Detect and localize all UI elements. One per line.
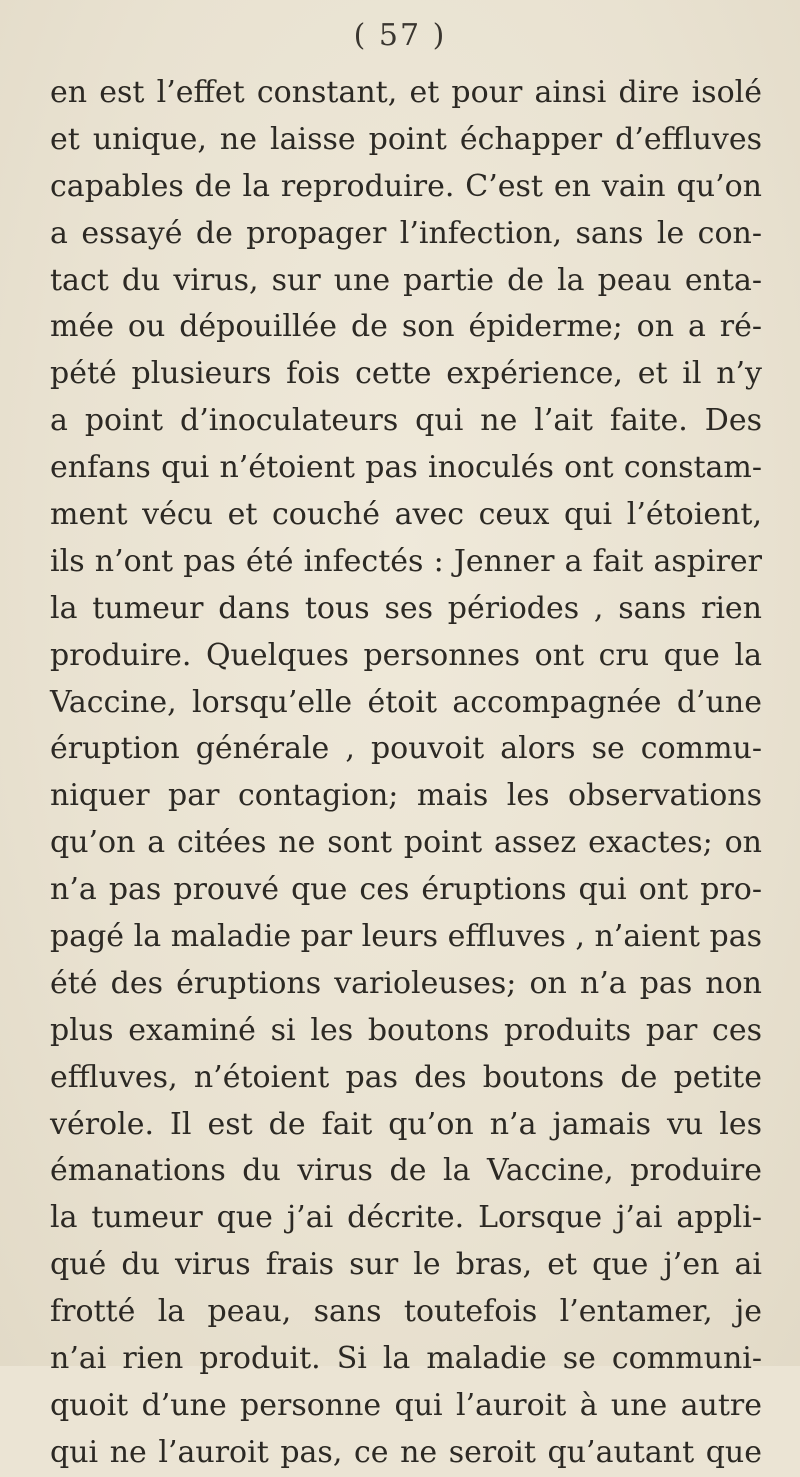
text-line: qu’on a citées ne sont point assez exactes; on: [50, 825, 762, 861]
text-line: ment vécu et couché avec ceux qui l’étoient,: [50, 497, 762, 533]
text-line: mée ou dépouillée de son épiderme; on a ré-: [50, 309, 762, 345]
text-line: enfans qui n’étoient pas inoculés ont constam-: [50, 450, 762, 486]
page-number: ( 57 ): [353, 18, 447, 53]
text-line: pété plusieurs fois cette expérience, et il n’y: [50, 356, 762, 392]
text-line: en est l’effet constant, et pour ainsi dire isolé: [50, 75, 762, 110]
text-line: plus examiné si les boutons produits par ces: [50, 1012, 762, 1048]
text-line: Vaccine, lorsqu’elle étoit accompagnée d’une: [50, 684, 762, 720]
text-line: éruption générale , pouvoit alors se commu-: [50, 731, 762, 767]
text-line: et unique, ne laisse point échapper d’effluves: [50, 121, 762, 157]
text-line: qué du virus frais sur le bras, et que j’en ai: [50, 1247, 762, 1283]
text-line: frotté la peau, sans toutefois l’entamer, je: [50, 1294, 762, 1330]
text-line: été des éruptions varioleuses; on n’a pas non: [50, 965, 762, 1001]
text-line: a point d’inoculateurs qui ne l’ait faite. Des: [50, 403, 762, 439]
text-line: effluves, n’étoient pas des boutons de petite: [50, 1059, 762, 1095]
text-line: pagé la maladie par leurs effluves , n’aient pas: [50, 919, 762, 955]
text-line: vérole. Il est de fait qu’on n’a jamais vu les: [50, 1106, 762, 1142]
text-line: quoit d’une personne qui l’auroit à une autre: [50, 1387, 762, 1423]
text-line: tact du virus, sur une partie de la peau enta-: [50, 262, 762, 298]
text-line: niquer par contagion; mais les observations: [50, 778, 762, 814]
text-line: capables de la reproduire. C’est en vain qu’on: [50, 168, 762, 204]
text-line: qui ne l’auroit pas, ce ne seroit qu’autant que: [50, 1434, 762, 1470]
text-line: la tumeur que j’ai décrite. Lorsque j’ai appli-: [50, 1200, 762, 1236]
text-line: produire. Quelques personnes ont cru que la: [50, 637, 762, 673]
text-line: la tumeur dans tous ses périodes , sans rien: [50, 590, 762, 626]
text-line: n’ai rien produit. Si la maladie se communi-: [50, 1341, 762, 1377]
body-text: [50, 70, 762, 1477]
text-line: a essayé de propager l’infection, sans le con-: [50, 215, 762, 251]
text-line: ils n’ont pas été infectés : Jenner a fait aspirer: [50, 543, 762, 579]
text-line: émanations du virus de la Vaccine, produire: [50, 1153, 762, 1189]
text-line: n’a pas prouvé que ces éruptions qui ont pro-: [50, 872, 762, 908]
